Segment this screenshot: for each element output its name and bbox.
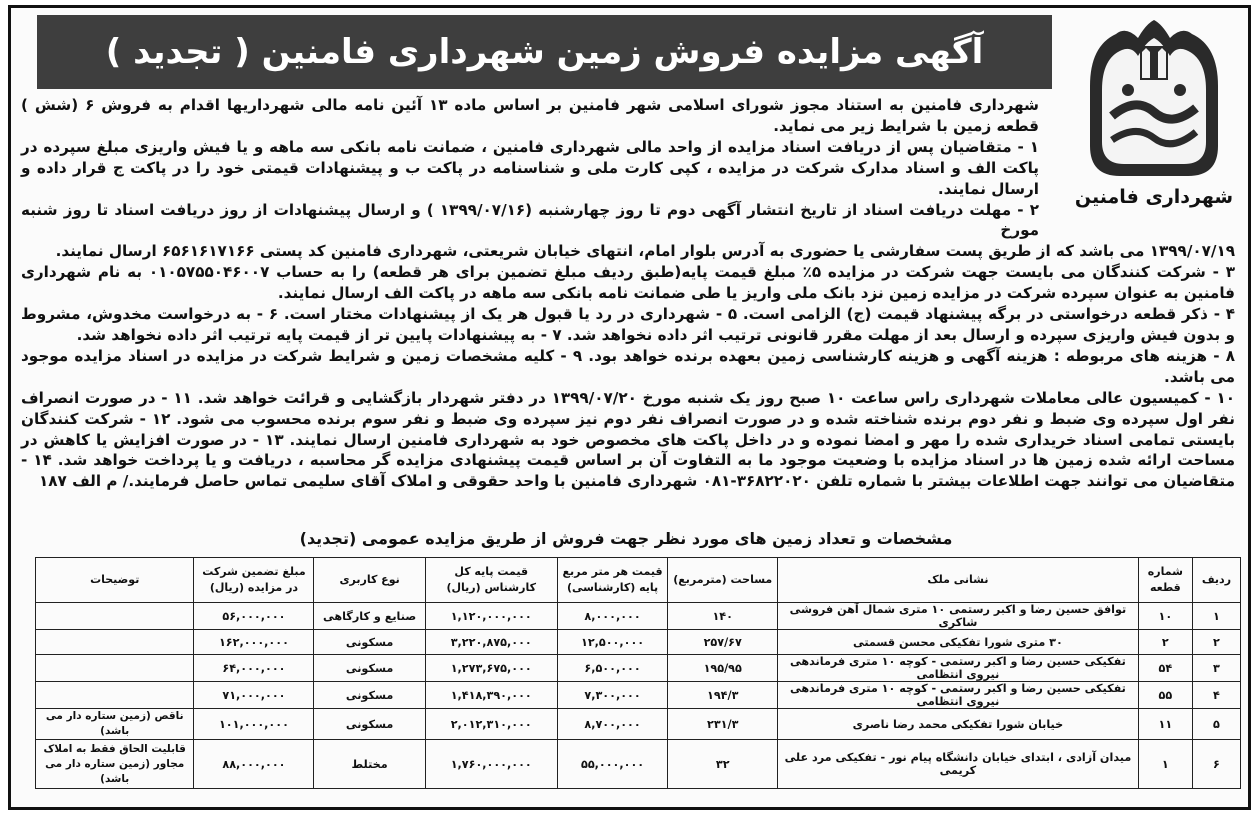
cell-address: توافق حسین رضا و اکبر رستمی ۱۰ متری شمال آهن فروشی شاکری xyxy=(778,603,1139,630)
lots-table xyxy=(35,557,1241,789)
cell-lot: ۱۰ xyxy=(1138,603,1192,630)
cell-notes xyxy=(36,630,194,655)
cell-area: ۲۳۱/۳ xyxy=(668,709,778,740)
cell-deposit: ۸۸,۰۰۰,۰۰۰ xyxy=(194,740,314,789)
cell-area: ۱۴۰ xyxy=(668,603,778,630)
cell-base-price: ۲,۰۱۲,۳۱۰,۰۰۰ xyxy=(425,709,557,740)
header-area: مساحت (مترمربع) xyxy=(668,558,778,603)
cell-unit-price: ۱۲,۵۰۰,۰۰۰ xyxy=(557,630,668,655)
cell-lot: ۵۴ xyxy=(1138,655,1192,682)
clause-2-start: ۲ - مهلت دریافت اسناد از تاریخ انتشار آگهی دوم تا روز چهارشنبه (۱۳۹۹/۰۷/۱۶ ) و ارسال پیشنهادات از روز دریافت اسناد تا روز شنبه مورخ xyxy=(21,200,1039,240)
table-row xyxy=(36,630,1241,655)
cell-deposit: ۱۰۱,۰۰۰,۰۰۰ xyxy=(194,709,314,740)
cell-unit-price: ۶,۵۰۰,۰۰۰ xyxy=(557,655,668,682)
logo-caption: شهرداری فامنین xyxy=(1074,186,1234,208)
clauses-10-14: ۱۰ - کمیسیون عالی معاملات شهرداری راس ساعت ۱۰ صبح روز یک شنبه مورخ ۱۳۹۹/۰۷/۲۰ در دفتر شهردار بازگشایی و قرائت خواهد شد. ۱۱ - در صورت انصراف نفر اول سپرده وی ضبط و نفر دوم برنده شناخته شده و در صورت انصراف نفر دوم نیز سپرده وی ضبط و نفر سوم برنده محسوب می شود. ۱۲ - شرکت کنندگان بایستی تمامی اسناد خریداری شده را مهر و امضا نموده و در داخل پاکت های مخصوص خود به شهرداری فامنین ارسال نمایند. ۱۳ - در صورت افزایش یا کاهش در مساحت ارائه شده زمین ها در اسناد مزایده با وضعیت موجود ما به التفاوت آن بر اساس قیمت پیشنهادی مزایده گر محاسبه ، دریافت و یا پرداخت خواهد شد. ۱۴ - متقاضیان می توانند جهت اطلاعات بیشتر با شماره تلفن ۳۶۸۲۲۰۲۰-۰۸۱ شهرداری فامنین با واحد حقوقی و املاک آقای سلیمی تماس حاصل فرمایند./ م الف ۱۸۷ xyxy=(21,388,1235,491)
cell-row: ۵ xyxy=(1192,709,1240,740)
table-row xyxy=(36,740,1241,789)
cell-row: ۴ xyxy=(1192,682,1240,709)
cell-base-price: ۱,۲۷۳,۶۷۵,۰۰۰ xyxy=(425,655,557,682)
clause-3: ۳ - شرکت کنندگان می بایست جهت شرکت در مزایده ۵٪ مبلغ قیمت پایه(طبق ردیف مبلغ تضمین برای هر قطعه) را به حساب ۰۱۰۵۷۵۵۰۴۶۰۰۷ به نام شهرداری فامنین به عنوان سپرده شرکت در مزایده زمین نزد بانک ملی واریز یا طی ضمانت نامه بانکی سه ماهه در پاکت الف ارسال نمایند. xyxy=(21,263,1235,303)
cell-address: ۳۰ متری شورا تفکیکی محسن قسمتی xyxy=(778,630,1139,655)
cell-deposit: ۱۶۲,۰۰۰,۰۰۰ xyxy=(194,630,314,655)
cell-base-price: ۱,۴۱۸,۳۹۰,۰۰۰ xyxy=(425,682,557,709)
cell-lot: ۱ xyxy=(1138,740,1192,789)
auction-notice xyxy=(8,5,1251,810)
table-row xyxy=(36,709,1241,740)
cell-row: ۱ xyxy=(1192,603,1240,630)
cell-use: مسکونی xyxy=(314,682,425,709)
clauses-4-7: ۴ - ذکر قطعه درخواستی در برگه پیشنهاد قیمت (ج) الزامی است. ۵ - شهرداری در رد یا قبول هر یک از پیشنهادات مختار است. ۶ - به درخواست مخدوش، مشروط و بدون فیش واریزی سپرده و ارسال بعد از مهلت مقرر قانونی ترتیب اثر داده نخواهد شد. ۷ - به پیشنهادات پایین تر از قیمت پایه ترتیب اثر داده نخواهد شد. xyxy=(21,305,1235,344)
cell-unit-price: ۸,۷۰۰,۰۰۰ xyxy=(557,709,668,740)
cell-area: ۱۹۵/۹۵ xyxy=(668,655,778,682)
intro-paragraph: شهرداری فامنین به استناد مجوز شورای اسلامی شهر فامنین بر اساس ماده ۱۳ آئین نامه مالی شهرداریها اقدام به فروش ۶ (شش ) قطعه زمین با شرایط زیر می نماید. xyxy=(21,96,1039,135)
cell-lot: ۲ xyxy=(1138,630,1192,655)
cell-notes xyxy=(36,682,194,709)
cell-use: مسکونی xyxy=(314,709,425,740)
header-lot-number: شماره قطعه xyxy=(1138,558,1192,603)
cell-deposit: ۶۴,۰۰۰,۰۰۰ xyxy=(194,655,314,682)
header-base-price: قیمت پایه کل کارشناس (ریال) xyxy=(425,558,557,603)
cell-base-price: ۳,۲۲۰,۸۷۵,۰۰۰ xyxy=(425,630,557,655)
cell-row: ۳ xyxy=(1192,655,1240,682)
clause-1: ۱ - متقاضیان پس از دریافت اسناد مزایده از واحد مالی شهرداری فامنین ، ضمانت نامه بانکی سه ماهه و یا فیش واریزی مبلغ سپرده در پاکت الف و اسناد مدارک شرکت در مزایده ، کپی کارت ملی و شناسنامه در پاکت ب و پیشنهادات قیمتی خود را در پاکت ج قرار داده و ارسال نمایند. xyxy=(21,137,1039,198)
header-address: نشانی ملک xyxy=(778,558,1139,603)
page-title: آگهی مزایده فروش زمین شهرداری فامنین ( تجدید ) xyxy=(105,32,984,72)
cell-lot: ۱۱ xyxy=(1138,709,1192,740)
notice-body xyxy=(21,95,1235,492)
table-row xyxy=(36,682,1241,709)
cell-deposit: ۷۱,۰۰۰,۰۰۰ xyxy=(194,682,314,709)
cell-address: تفکیکی حسین رضا و اکبر رستمی - کوچه ۱۰ متری فرماندهی نیروی انتظامی xyxy=(778,655,1139,682)
cell-unit-price: ۵۵,۰۰۰,۰۰۰ xyxy=(557,740,668,789)
cell-row: ۲ xyxy=(1192,630,1240,655)
cell-use: مسکونی xyxy=(314,630,425,655)
cell-area: ۳۲ xyxy=(668,740,778,789)
title-banner xyxy=(37,15,1052,89)
header-notes: توضیحات xyxy=(36,558,194,603)
cell-area: ۲۵۷/۶۷ xyxy=(668,630,778,655)
header-land-use: نوع کاربری xyxy=(314,558,425,603)
cell-notes xyxy=(36,655,194,682)
table-row xyxy=(36,603,1241,630)
cell-area: ۱۹۴/۳ xyxy=(668,682,778,709)
cell-lot: ۵۵ xyxy=(1138,682,1192,709)
header-row-number: ردیف xyxy=(1192,558,1240,603)
header-deposit: مبلغ تضمین شرکت در مزایده (ریال) xyxy=(194,558,314,603)
cell-notes xyxy=(36,603,194,630)
table-header-row xyxy=(36,558,1241,603)
header-unit-price: قیمت هر متر مربع پایه (کارشناسی) xyxy=(557,558,668,603)
cell-unit-price: ۷,۳۰۰,۰۰۰ xyxy=(557,682,668,709)
cell-use: صنایع و کارگاهی xyxy=(314,603,425,630)
cell-address: میدان آزادی ، ابتدای خیابان دانشگاه پیام نور - تفکیکی مرد علی کریمی xyxy=(778,740,1139,789)
cell-notes: ناقص (زمین ستاره دار می باشد) xyxy=(36,709,194,740)
cell-base-price: ۱,۷۶۰,۰۰۰,۰۰۰ xyxy=(425,740,557,789)
table-row xyxy=(36,655,1241,682)
cell-row: ۶ xyxy=(1192,740,1240,789)
cell-use: مسکونی xyxy=(314,655,425,682)
cell-address: خیابان شورا تفکیکی محمد رضا ناصری xyxy=(778,709,1139,740)
table-title: مشخصات و تعداد زمین های مورد نظر جهت فروش از طریق مزایده عمومی (تجدید) xyxy=(299,529,953,548)
cell-notes: قابلیت الحاق فقط به املاک مجاور (زمین ستاره دار می باشد) xyxy=(36,740,194,789)
clause-2-end: ۱۳۹۹/۰۷/۱۹ می باشد که از طریق پست سفارشی یا حضوری به آدرس بلوار امام، انتهای خیابان شریعتی، شهرداری فامنین کد پستی ۶۵۶۱۶۱۷۱۶۶ ارسال نمایند. xyxy=(55,242,1235,261)
cell-use: مختلط xyxy=(314,740,425,789)
cell-deposit: ۵۶,۰۰۰,۰۰۰ xyxy=(194,603,314,630)
cell-address: تفکیکی حسین رضا و اکبر رستمی - کوچه ۱۰ متری فرماندهی نیروی انتظامی xyxy=(778,682,1139,709)
cell-base-price: ۱,۱۲۰,۰۰۰,۰۰۰ xyxy=(425,603,557,630)
cell-unit-price: ۸,۰۰۰,۰۰۰ xyxy=(557,603,668,630)
clauses-8-9: ۸ - هزینه های مربوطه : هزینه آگهی و هزینه کارشناسی زمین بعهده برنده خواهد بود. ۹ - کلیه مشخصات زمین و شرایط شرکت در مزایده در اسناد مزایده موجود می باشد. xyxy=(21,346,1235,386)
